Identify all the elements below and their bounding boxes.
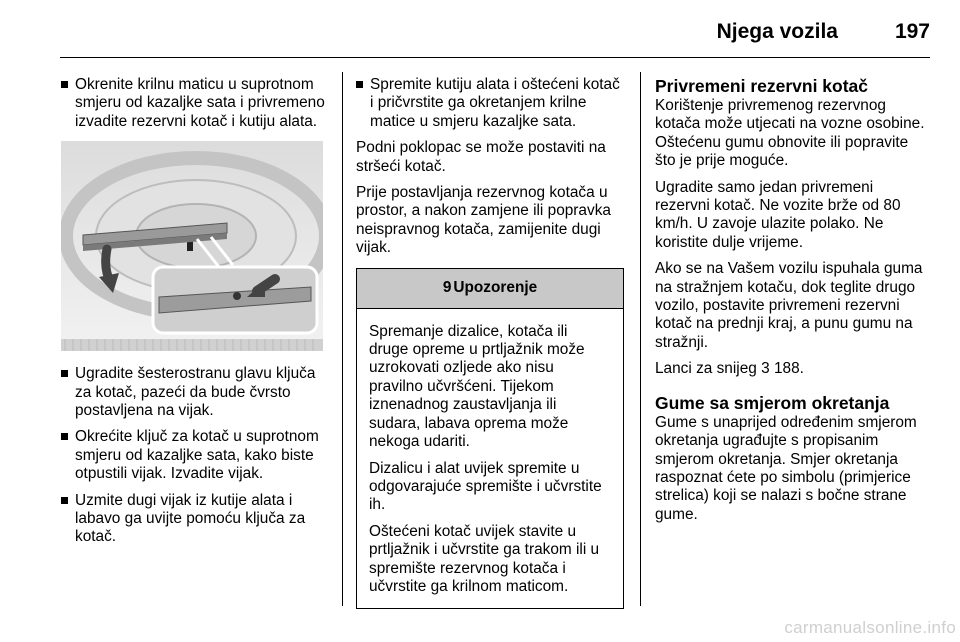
page-header <box>60 0 930 58</box>
paragraph-floor-cover: Podni poklopac se može postaviti na stršeći kotač. <box>356 139 606 175</box>
column-2 <box>356 76 624 609</box>
snow-chains-page-link[interactable]: 188. <box>773 360 804 378</box>
paragraph-long-bolt: Prije postavljanja rezervnog kotača u prostor, a nakon zamjene ili popravka neispravnog kotača, zamijenite dugi vijak. <box>356 184 611 257</box>
column-1 <box>61 76 329 555</box>
paragraph-snow-chains <box>655 360 925 378</box>
step-3: Okrećite ključ za kotač u suprotnom smjeru od kazaljke sata, kako biste otpustili vijak. Izvadite vijak. <box>61 428 329 483</box>
spare-wheel-wingnut-icon <box>61 141 323 351</box>
page-number: 197 <box>894 20 930 43</box>
warning-body <box>357 309 623 609</box>
column-3 <box>655 76 925 532</box>
warning-icon: 9 <box>442 278 452 296</box>
warning-box <box>356 268 624 610</box>
paragraph-towing: Ako se na Vašem vozilu ispuhala guma na stražnjem kotaču, dok teglite drugo vozilo, postavite privremeni rezervni kotač na prednji kraj, a punu gumu na stražnji. <box>655 260 923 351</box>
paragraph-directional-tyres: Gume s unaprijed određenim smjerom okretanja ugrađujte s propisanim smjerom okretanja. Smjer okretanja raspoznat ćete po simbolu (primjerice strelica) koji se nalazi s bočne strane gume. <box>655 413 917 523</box>
page-title: Njega vozila <box>716 20 838 43</box>
column-divider-1 <box>342 72 343 606</box>
snow-chains-text: Lanci za snijeg <box>655 360 757 378</box>
warning-paragraph-2: Dizalicu i alat uvijek spremite u odgovarajuće spremište i učvrstite ih. <box>369 459 602 514</box>
warning-header <box>357 269 623 309</box>
column-divider-2 <box>640 72 641 606</box>
step-2: Ugradite šesterostranu glavu ključa za kotač, pazeći da bude čvrsto postavljena na vijak. <box>61 365 329 420</box>
step-5: Spremite kutiju alata i oštećeni kotač i pričvrstite ga okretanjem krilne matice u smjeru kazaljke sata. <box>356 76 624 131</box>
page-reference-icon: 3 <box>761 360 770 378</box>
spare-wheel-illustration <box>61 141 323 351</box>
step-4: Uzmite dugi vijak iz kutije alata i labavo ga uvijte pomoću ključa za kotač. <box>61 492 329 547</box>
heading-directional-tyres: Gume sa smjerom okretanja <box>655 392 890 413</box>
paragraph-driving-characteristics: Korištenje privremenog rezervnog kotača može utjecati na vozne osobine. Oštećenu gumu obnovite ili popravite što je prije moguće. <box>655 97 925 170</box>
step-1: Okrenite krilnu maticu u suprotnom smjeru od kazaljke sata i privremeno izvadite rezervni kotač i kutiju alata. <box>61 76 329 131</box>
warning-paragraph-3: Oštećeni kotač uvijek stavite u prtljažnik i učvrstite ga trakom ili u spremište rezervnog kotača i učvrstite ga krilnom maticom. <box>369 522 600 595</box>
warning-title: Upozorenje <box>453 278 538 296</box>
watermark: carmanualsonline.info <box>784 618 956 637</box>
heading-temporary-spare: Privremeni rezervni kotač <box>655 76 869 96</box>
paragraph-speed-limit: Ugradite samo jedan privremeni rezervni kotač. Ne vozite brže od 80 km/h. U zavoje ulazite polako. Ne koristite dulje vrijeme. <box>655 178 901 251</box>
warning-paragraph-1: Spremanje dizalice, kotača ili druge opreme u prtljažnik može uzrokovati ozljede ako nisu pravilno učvršćeni. Tijekom iznenadnog zaustavljanja ili sudara, labava oprema može nekoga udariti. <box>369 322 585 451</box>
